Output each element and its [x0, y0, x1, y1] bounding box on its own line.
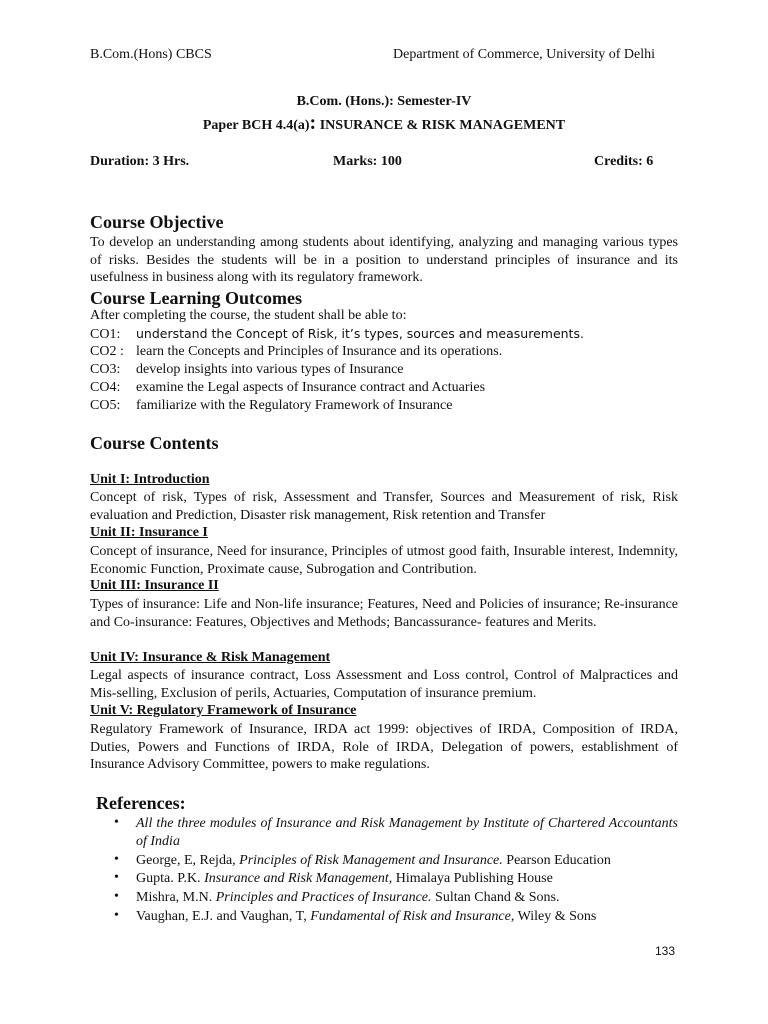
outcome-code: CO3:: [90, 362, 121, 377]
marks: Marks: 100: [333, 154, 402, 169]
reference-item: [136, 852, 678, 870]
reference-item: [136, 815, 678, 850]
unit-1-text: Concept of risk, Types of risk, Assessment and Transfer, Sources and Measurement of risk, Risk evaluation and Prediction, Disaster risk management, Risk retention and Transfer: [90, 490, 678, 523]
outcome-text: understand the Concept of Risk, it’s types, sources and measurements.: [136, 326, 584, 341]
credits: Credits: 6: [594, 154, 654, 169]
outcome-item: [90, 325, 584, 344]
reference-author: Mishra, M.N.: [136, 890, 216, 905]
reference-author: Gupta. P.K.: [136, 871, 205, 886]
unit-3-title: Unit III: Insurance II: [90, 578, 219, 593]
unit-5-text: Regulatory Framework of Insurance, IRDA act 1999: objectives of IRDA, Composition of IRDA, Duties, Powers and Functions of IRDA, Role of IRDA, Delegation of powers, establishment of Insurance Advisory Committee, powers to make regulations.: [90, 722, 678, 773]
paper-title: [0, 112, 768, 134]
references-heading: References:: [96, 793, 186, 813]
unit-2-title: Unit II: Insurance I: [90, 525, 208, 540]
unit-3-text: Types of insurance: Life and Non-life insurance; Features, Need and Policies of insurance; Re-insurance and Co-insurance: Features, Objectives and Methods; Bancassurance- features and Merits.: [90, 597, 678, 630]
reference-item: [136, 908, 678, 926]
unit-4-text: Legal aspects of insurance contract, Loss Assessment and Loss control, Control of Malpractices and Mis-selling, Exclusion of perils, Actuaries, Computation of insurance premium.: [90, 668, 678, 701]
bullet-icon: •: [114, 870, 119, 885]
reference-item: [136, 889, 678, 907]
bullet-icon: •: [114, 852, 119, 867]
reference-author: Vaughan, E.J. and Vaughan, T,: [136, 909, 311, 924]
bullet-icon: •: [114, 908, 119, 923]
outcome-text: familiarize with the Regulatory Framework of Insurance: [136, 398, 453, 413]
objective-text: To develop an understanding among students about identifying, analyzing and managing various types of risks. Besides the students will be in a position to understand principles of insurance and its usefulness in business along with its regulatory framework.: [90, 235, 678, 286]
reference-publisher: Himalaya Publishing House: [392, 871, 553, 886]
reference-title: Insurance and Risk Management,: [204, 871, 393, 886]
reference-publisher: Wiley & Sons: [514, 909, 597, 924]
header-course: B.Com.(Hons) CBCS: [90, 47, 212, 62]
reference-author: George, E, Rejda,: [136, 853, 240, 868]
outcomes-intro: After completing the course, the student shall be able to:: [90, 308, 407, 323]
semester-title: B.Com. (Hons.): Semester-IV: [296, 94, 472, 109]
outcome-item: [90, 379, 485, 397]
outcome-code: CO4:: [90, 380, 121, 395]
contents-heading: Course Contents: [90, 433, 219, 453]
outcome-code: CO1:: [90, 327, 121, 342]
outcome-item: [90, 343, 502, 361]
unit-1-title: Unit I: Introduction: [90, 472, 210, 487]
paper-code: Paper BCH 4.4(a): [202, 118, 310, 133]
outcome-text: learn the Concepts and Principles of Insurance and its operations.: [136, 344, 503, 359]
duration: Duration: 3 Hrs.: [90, 154, 190, 169]
bullet-icon: •: [114, 815, 119, 830]
outcome-item: [90, 361, 404, 379]
paper-name: INSURANCE & RISK MANAGEMENT: [316, 118, 566, 133]
page-number: 133: [655, 944, 676, 958]
reference-title: Fundamental of Risk and Insurance,: [310, 909, 515, 924]
outcome-text: develop insights into various types of Insurance: [136, 362, 404, 377]
reference-title: Principles and Practices of Insurance.: [215, 890, 432, 905]
unit-4-title: Unit IV: Insurance & Risk Management: [90, 650, 331, 665]
reference-publisher: Pearson Education: [502, 853, 611, 868]
reference-title: Principles of Risk Management and Insurance.: [239, 853, 503, 868]
reference-item: [136, 870, 678, 888]
outcome-item: [90, 397, 452, 415]
header-department: Department of Commerce, University of Delhi: [393, 47, 656, 62]
unit-2-text: Concept of insurance, Need for insurance, Principles of utmost good faith, Insurable interest, Indemnity, Economic Function, Proximate cause, Subrogation and Contribution.: [90, 544, 678, 577]
outcome-code: CO5:: [90, 398, 121, 413]
reference-publisher: Sultan Chand & Sons.: [431, 890, 560, 905]
reference-title: All the three modules of Insurance and Risk Management by Institute of Chartered Accountants of India: [136, 816, 678, 849]
unit-5-title: Unit V: Regulatory Framework of Insurance: [90, 703, 357, 718]
bullet-icon: •: [114, 889, 119, 904]
objective-heading: Course Objective: [90, 212, 224, 232]
outcome-text: examine the Legal aspects of Insurance contract and Actuaries: [136, 380, 486, 395]
paper-colon: :: [309, 112, 317, 134]
outcomes-heading: Course Learning Outcomes: [90, 288, 302, 308]
outcome-code: CO2 :: [90, 344, 124, 359]
